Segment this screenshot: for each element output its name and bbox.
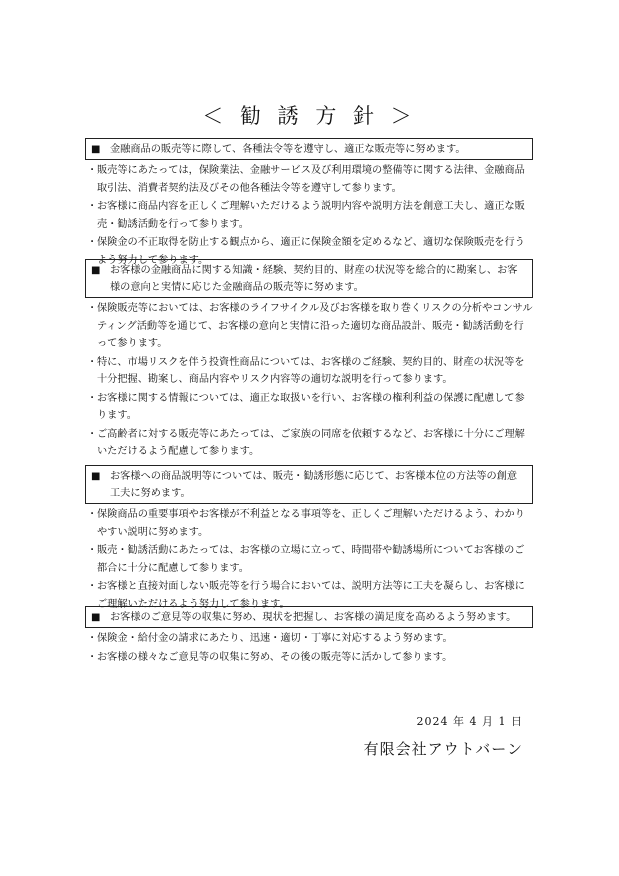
list-item: [85, 354, 533, 389]
list-item-text: 保険金の不正取得を防止する観点から、適正に保険金額を定めるなど、適切な保険販売を行うよう努力して参ります。: [97, 237, 525, 266]
item-dot-icon: ・: [87, 581, 98, 592]
item-dot-icon: ・: [87, 392, 98, 404]
section-heading: お客様への商品説明等については、販売・勧誘形態に応じて、お客様本位の方法等の創意工夫に努めます。: [110, 471, 518, 499]
item-dot-icon: ・: [87, 545, 98, 556]
list-item-text: 特に、市場リスクを伴う投資性商品については、お客様のご経験、契約目的、財産の状況等を十分把握、勘案し、商品内容やリスク内容等の適切な説明を行って参ります。: [97, 356, 525, 385]
item-dot-icon: ・: [87, 237, 98, 248]
page-title: ＜ 勧 誘 方 針 ＞: [202, 104, 417, 128]
list-item-text: 販売等にあたっては，保険業法、金融サービス及び利用環境の整備等に関する法律、金融商品取引法、消費者契約法及びその他各種法令等を遵守して参ります。: [97, 165, 525, 194]
item-dot-icon: ・: [87, 356, 98, 368]
section-items: [85, 300, 533, 461]
list-item: [85, 649, 533, 667]
list-item: [85, 300, 533, 353]
policy-section-4: [85, 606, 533, 667]
list-item-text: お客様の様々なご意見等の収集に努め、その後の販売等に活かして参ります。: [97, 651, 453, 663]
policy-section-3: [85, 465, 533, 614]
policy-section-1: [85, 138, 533, 270]
square-bullet-icon: ■: [91, 144, 101, 155]
item-dot-icon: ・: [87, 165, 98, 176]
list-item: [85, 390, 533, 425]
item-dot-icon: ・: [87, 428, 98, 440]
issue-date: 2024 年 4 月 1 日: [416, 715, 523, 728]
company-name: 有限会社アウトバーン: [363, 740, 523, 758]
section-heading: お客様のご意見等の収集に努め、現状を把握し、お客様の満足度を高めるよう努めます。: [110, 612, 517, 623]
item-dot-icon: ・: [87, 201, 98, 212]
square-bullet-icon: ■: [91, 471, 101, 482]
square-bullet-icon: ■: [91, 265, 101, 276]
section-heading-box: [85, 138, 533, 160]
list-item-text: お客様に商品内容を正しくご理解いただけるよう説明内容や説明方法を創意工夫し、適正な販売・勧誘活動を行って参ります。: [97, 201, 525, 230]
list-item: [85, 162, 533, 197]
section-heading: お客様の金融商品に関する知識・経験、契約目的、財産の状況等を総合的に勘案し、お客様の意向と実情に応じた金融商品の販売等に努めます。: [110, 265, 518, 293]
list-item-text: 保険商品の重要事項やお客様が不利益となる事項等を、正しくご理解いただけるよう、わかりやすい説明に努めます。: [97, 509, 525, 538]
list-item-text: お客様に関する情報については、適正な取扱いを行い、お客様の権利利益の保護に配慮して参ります。: [97, 392, 525, 421]
item-dot-icon: ・: [87, 303, 98, 314]
list-item-text: ご高齢者に対する販売等にあたっては、ご家族の同席を依頼するなど、お客様に十分にご理解いただけるよう配慮して参ります。: [97, 428, 525, 457]
section-heading: 金融商品の販売等に際して、各種法令等を遵守し、適正な販売等に努めます。: [110, 144, 466, 155]
item-dot-icon: ・: [87, 509, 98, 520]
list-item: [85, 630, 533, 648]
list-item: [85, 506, 533, 541]
section-items: [85, 162, 533, 269]
item-dot-icon: ・: [87, 633, 98, 644]
list-item-text: 保険販売等においては、お客様のライフサイクル及びお客様を取り巻くリスクの分析やコンサルティング活動等を通じて、お客様の意向と実情に沿った適切な商品設計、販売・勧誘活動を行って参ります。: [97, 303, 533, 349]
item-dot-icon: ・: [87, 651, 98, 663]
list-item-text: お客様と直接対面しない販売等を行う場合においては、説明方法等に工夫を凝らし、お客様にご理解いただけるよう努力して参ります。: [97, 581, 525, 610]
section-heading-box: [85, 259, 533, 298]
section-items: [85, 630, 533, 666]
section-heading-box: [85, 465, 533, 504]
list-item-text: 販売・勧誘活動にあたっては、お客様の立場に立って、時間帯や勧誘場所についてお客様のご都合に十分に配慮して参ります。: [97, 545, 525, 574]
policy-section-2: [85, 259, 533, 462]
list-item: [85, 198, 533, 233]
list-item: [85, 542, 533, 577]
section-items: [85, 506, 533, 613]
square-bullet-icon: ■: [91, 612, 101, 623]
list-item: [85, 426, 533, 461]
section-heading-box: [85, 606, 533, 628]
list-item-text: 保険金・給付金の請求にあたり、迅速・適切・丁寧に対応するよう努めます。: [97, 633, 453, 644]
